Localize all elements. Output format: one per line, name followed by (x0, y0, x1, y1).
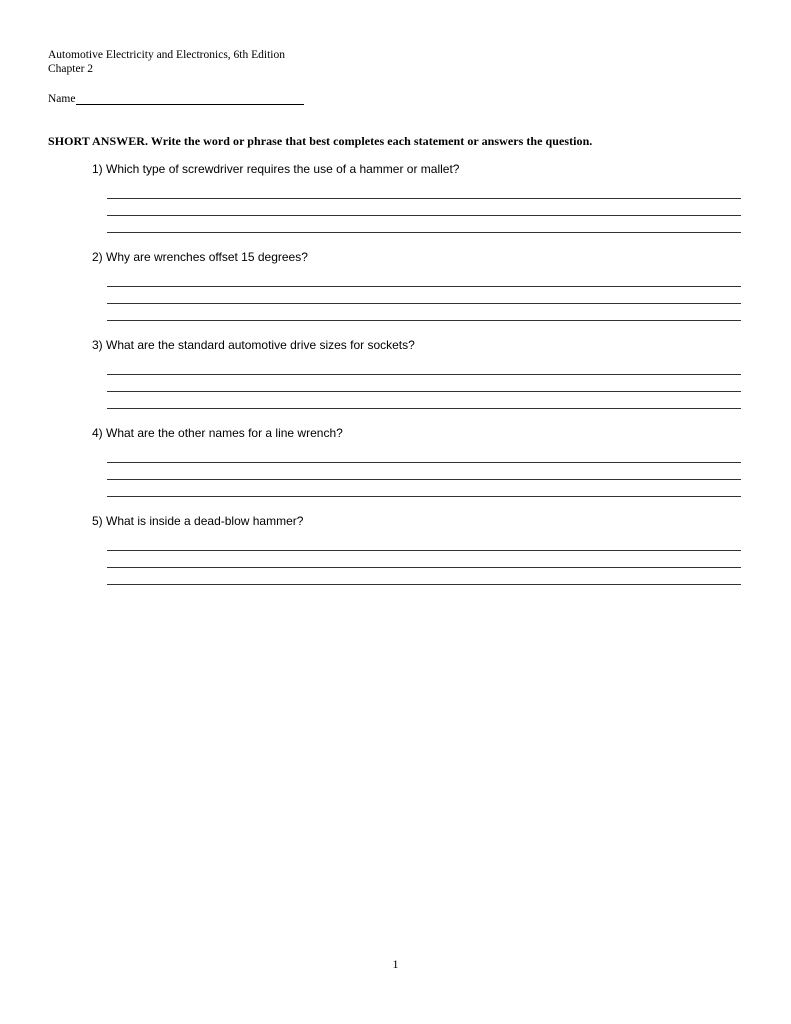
question-1 (92, 162, 742, 233)
answer-line[interactable] (107, 287, 741, 304)
question-text: 4) What are the other names for a line wrench? (92, 426, 343, 440)
question-text: 1) Which type of screwdriver requires the use of a hammer or mallet? (92, 162, 460, 176)
answer-area[interactable] (107, 276, 742, 321)
answer-line[interactable] (107, 568, 741, 585)
answer-area[interactable] (107, 540, 742, 585)
question-2 (92, 250, 742, 321)
page-number: 1 (392, 957, 399, 971)
answer-line[interactable] (107, 452, 741, 463)
answer-line[interactable] (107, 540, 741, 551)
answer-line[interactable] (107, 480, 741, 497)
question-text: 5) What is inside a dead-blow hammer? (92, 514, 304, 528)
question-text: 3) What are the standard automotive drive sizes for sockets? (92, 338, 415, 352)
name-field[interactable] (76, 93, 304, 105)
answer-line[interactable] (107, 551, 741, 568)
answer-line[interactable] (107, 276, 741, 287)
answer-line[interactable] (107, 364, 741, 375)
name-label: Name (48, 93, 76, 105)
question-5 (92, 514, 742, 585)
answer-line[interactable] (107, 216, 741, 233)
answer-area[interactable] (107, 188, 742, 233)
answer-area[interactable] (107, 452, 742, 497)
answer-line[interactable] (107, 463, 741, 480)
question-text: 2) Why are wrenches offset 15 degrees? (92, 250, 308, 264)
chapter-label: Chapter 2 (48, 63, 94, 75)
answer-area[interactable] (107, 364, 742, 409)
document-header (48, 48, 285, 76)
answer-line[interactable] (107, 304, 741, 321)
answer-line[interactable] (107, 188, 741, 199)
section-instructions: SHORT ANSWER. Write the word or phrase that best completes each statement or answers the question. (48, 134, 593, 148)
name-field-row (48, 93, 304, 105)
question-4 (92, 426, 742, 497)
question-3 (92, 338, 742, 409)
answer-line[interactable] (107, 392, 741, 409)
answer-line[interactable] (107, 375, 741, 392)
book-title: Automotive Electricity and Electronics, 6th Edition (48, 49, 285, 61)
answer-line[interactable] (107, 199, 741, 216)
